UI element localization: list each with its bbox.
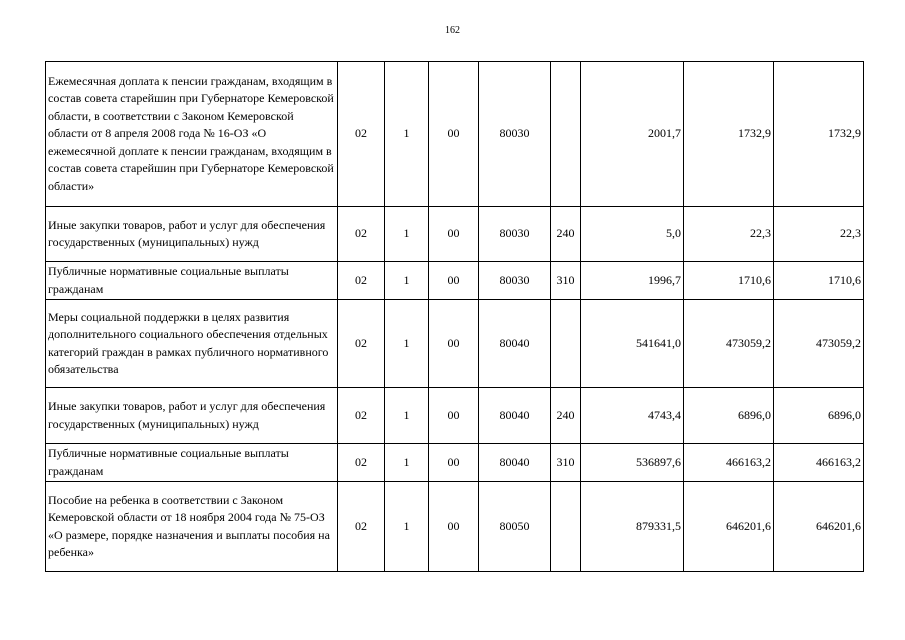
program-cell: 00 <box>429 207 479 262</box>
row-description: Иные закупки товаров, работ и услуг для обеспечения государственных (муниципальных) нужд <box>46 388 338 444</box>
subsection-cell: 1 <box>385 207 429 262</box>
section-cell: 02 <box>338 388 385 444</box>
amount-1-cell: 5,0 <box>581 207 684 262</box>
subsection-cell: 1 <box>385 262 429 300</box>
row-description: Ежемесячная доплата к пенсии гражданам, входящим в состав совета старейшин при Губернаторе Кемеровской области, в соответствии с Законом Кемеровской области от 8 апреля 2008 года № 16-ОЗ «О ежемесячной доплате к пенсии гражданам, входящим в состав совета старейшин при Губернаторе Кемеровской области» <box>46 62 338 207</box>
code-cell: 80040 <box>479 300 551 388</box>
amount-3-cell: 466163,2 <box>774 444 864 482</box>
program-cell: 00 <box>429 482 479 572</box>
amount-1-cell: 879331,5 <box>581 482 684 572</box>
section-cell: 02 <box>338 207 385 262</box>
table-row <box>46 482 864 572</box>
table-row <box>46 262 864 300</box>
amount-1-cell: 536897,6 <box>581 444 684 482</box>
section-cell: 02 <box>338 444 385 482</box>
amount-3-cell: 1732,9 <box>774 62 864 207</box>
amount-1-cell: 2001,7 <box>581 62 684 207</box>
row-description: Публичные нормативные социальные выплаты гражданам <box>46 444 338 482</box>
section-cell: 02 <box>338 482 385 572</box>
code-cell: 80030 <box>479 62 551 207</box>
amount-1-cell: 4743,4 <box>581 388 684 444</box>
expense-type-cell <box>551 62 581 207</box>
amount-3-cell: 646201,6 <box>774 482 864 572</box>
program-cell: 00 <box>429 444 479 482</box>
code-cell: 80040 <box>479 388 551 444</box>
section-cell: 02 <box>338 62 385 207</box>
subsection-cell: 1 <box>385 444 429 482</box>
program-cell: 00 <box>429 262 479 300</box>
expense-type-cell <box>551 300 581 388</box>
program-cell: 00 <box>429 300 479 388</box>
table-row <box>46 62 864 207</box>
expense-type-cell: 240 <box>551 207 581 262</box>
row-description: Публичные нормативные социальные выплаты гражданам <box>46 262 338 300</box>
row-description: Иные закупки товаров, работ и услуг для обеспечения государственных (муниципальных) нужд <box>46 207 338 262</box>
row-description: Пособие на ребенка в соответствии с Законом Кемеровской области от 18 ноября 2004 года № 75-ОЗ «О размере, порядке назначения и выплаты пособия на ребенка» <box>46 482 338 572</box>
amount-1-cell: 541641,0 <box>581 300 684 388</box>
budget-table <box>45 61 864 572</box>
expense-type-cell: 240 <box>551 388 581 444</box>
expense-type-cell <box>551 482 581 572</box>
amount-3-cell: 1710,6 <box>774 262 864 300</box>
code-cell: 80050 <box>479 482 551 572</box>
table-row <box>46 388 864 444</box>
table-row <box>46 207 864 262</box>
amount-2-cell: 6896,0 <box>684 388 774 444</box>
subsection-cell: 1 <box>385 388 429 444</box>
amount-2-cell: 1710,6 <box>684 262 774 300</box>
code-cell: 80030 <box>479 207 551 262</box>
amount-2-cell: 22,3 <box>684 207 774 262</box>
section-cell: 02 <box>338 300 385 388</box>
table-row <box>46 300 864 388</box>
expense-type-cell: 310 <box>551 262 581 300</box>
code-cell: 80040 <box>479 444 551 482</box>
program-cell: 00 <box>429 62 479 207</box>
subsection-cell: 1 <box>385 300 429 388</box>
expense-type-cell: 310 <box>551 444 581 482</box>
subsection-cell: 1 <box>385 62 429 207</box>
amount-2-cell: 473059,2 <box>684 300 774 388</box>
amount-2-cell: 466163,2 <box>684 444 774 482</box>
amount-3-cell: 22,3 <box>774 207 864 262</box>
amount-1-cell: 1996,7 <box>581 262 684 300</box>
row-description: Меры социальной поддержки в целях развития дополнительного социального обеспечения отдельных категорий граждан в рамках публичного нормативного обязательства <box>46 300 338 388</box>
amount-2-cell: 646201,6 <box>684 482 774 572</box>
subsection-cell: 1 <box>385 482 429 572</box>
table-row <box>46 444 864 482</box>
amount-2-cell: 1732,9 <box>684 62 774 207</box>
amount-3-cell: 6896,0 <box>774 388 864 444</box>
code-cell: 80030 <box>479 262 551 300</box>
program-cell: 00 <box>429 388 479 444</box>
section-cell: 02 <box>338 262 385 300</box>
amount-3-cell: 473059,2 <box>774 300 864 388</box>
page-number: 162 <box>445 25 460 36</box>
